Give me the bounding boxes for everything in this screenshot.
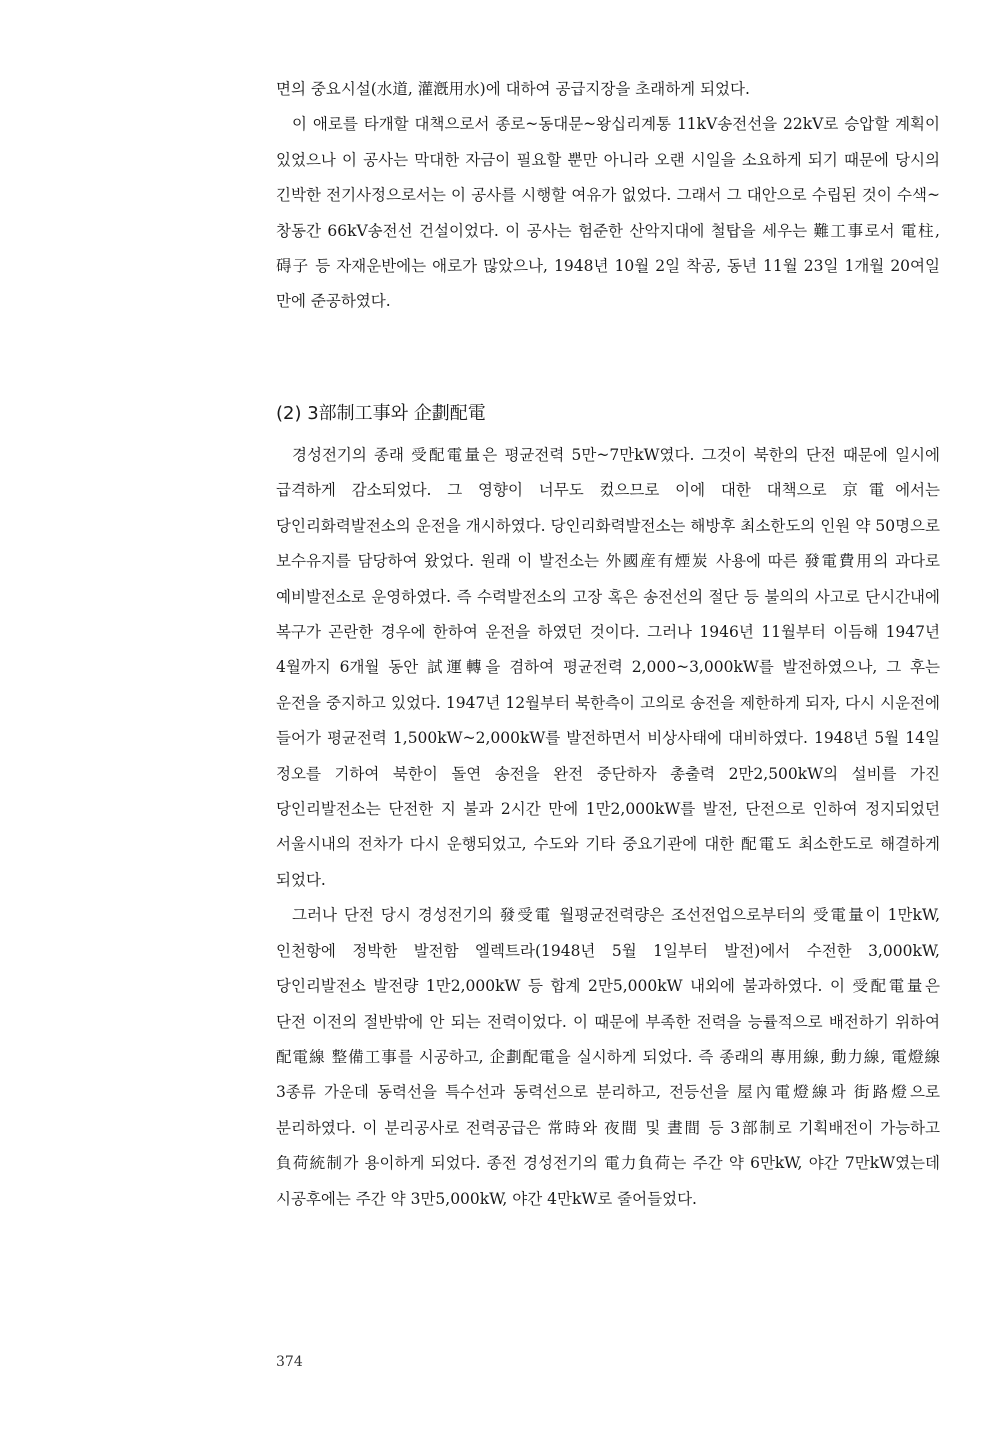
section-heading: (2) 3部制工事와 企劃配電 — [276, 403, 486, 424]
paragraph-dangin-plant: 경성전기의 종래 受配電量은 평균전력 5만~7만kW였다. 그것이 북한의 단전 때문에 일시에 급격하게 감소되었다. 그 영향이 너무도 컸으므로 이에 대한 대책으로 京電에서는 당인리화력발전소의 운전을 개시하였다. 당인리화력발전소는 해방후 최소한도의 인원 약 50명으로 보수유지를 담당하여 왔었다. 원래 이 발전소는 外國産有煙炭 사용에 따른 發電費用의 과다로 예비발전소로 운영하였다. 즉 수력발전소의 고장 혹은 송전선의 절단 등 불의의 사고로 단시간내에 복구가 곤란한 경우에 한하여 운전을 하였던 것이다. 그러나 1946년 11월부터 이듬해 1947년 4월까지 6개월 동안 試運轉을 겸하여 평균전력 2,000~3,000kW를 발전하였으나, 그 후는 운전을 중지하고 있었다. 1947년 12월부터 북한측이 고의로 송전을 제한하게 되자, 다시 시운전에 들어가 평균전력 1,500kW~2,000kW를 발전하면서 비상사태에 대비하였다. 1948년 5월 14일 정오를 기하여 북한이 돌연 송전을 완전 중단하자 총출력 2만2,500kW의 설비를 가진 당인리발전소는 단전한 지 불과 2시간 만에 1만2,000kW를 발전, 단전으로 인하여 정지되었던 서울시내의 전차가 다시 운행되었고, 수도와 기타 중요기관에 대한 配電도 최소한도로 해결하게 되었다. — [276, 446, 940, 889]
paragraph-transmission-line: 이 애로를 타개할 대책으로서 종로~동대문~왕십리계통 11kV송전선을 22kV로 승압할 계획이 있었으나 이 공사는 막대한 자금이 필요할 뿐만 아니라 오랜 시일을 소요하게 되기 때문에 당시의 긴박한 전기사정으로서는 이 공사를 시행할 여유가 없었다. 그래서 그 대안으로 수립된 것이 수색~창동간 66kV송전선 건설이었다. 이 공사는 험준한 산악지대에 철탑을 세우는 難工事로서 電柱, 碍子 등 자재운반에는 애로가 많았으나, 1948년 10월 2일 착공, 동년 11월 23일 1개월 20여일 만에 준공하였다. — [276, 115, 940, 311]
page-number: 374 — [276, 1354, 303, 1370]
top-text-block — [276, 72, 940, 320]
bottom-text-block — [276, 438, 940, 1217]
paragraph-planned-distribution: 그러나 단전 당시 경성전기의 發受電 월평균전력량은 조선전업으로부터의 受電量이 1만kW, 인천항에 정박한 발전함 엘렉트라(1948년 5월 1일부터 발전)에서 수전한 3,000kW, 당인리발전소 발전량 1만2,000kW 등 합계 2만5,000kW 내외에 불과하였다. 이 受配電量은 단전 이전의 절반밖에 안 되는 전력이었다. 이 때문에 부족한 전력을 능률적으로 배전하기 위하여 配電線 整備工事를 시공하고, 企劃配電을 실시하게 되었다. 즉 종래의 專用線, 動力線, 電燈線 3종류 가운데 동력선을 특수선과 동력선으로 분리하고, 전등선을 屋內電燈線과 街路燈으로 분리하였다. 이 분리공사로 전력공급은 常時와 夜間 및 晝間 등 3部制로 기획배전이 가능하고 負荷統制가 용이하게 되었다. 종전 경성전기의 電力負荷는 주간 약 6만kW, 야간 7만kW였는데 시공후에는 주간 약 3만5,000kW, 야간 4만kW로 줄어들었다. — [276, 906, 940, 1208]
paragraph-continued: 면의 중요시설(水道, 灌漑用水)에 대하여 공급지장을 초래하게 되었다. — [276, 80, 750, 98]
